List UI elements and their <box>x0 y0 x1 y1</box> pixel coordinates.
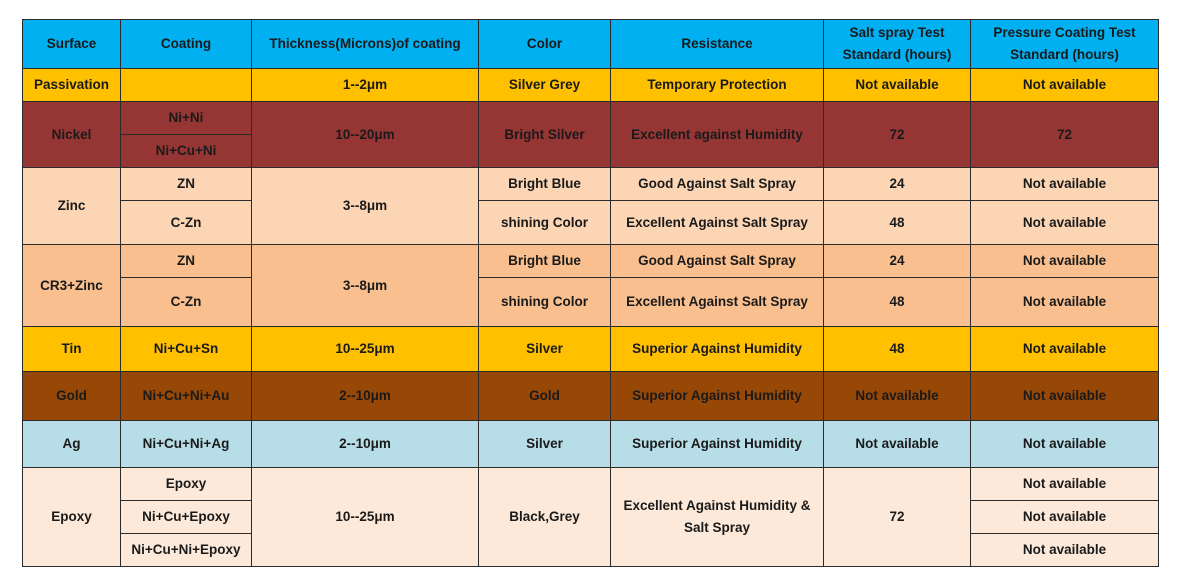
cell-coating: Ni+Ni <box>121 102 252 135</box>
cell-pressure: Not available <box>971 201 1159 245</box>
coating-spec-table-wrapper <box>22 19 1159 567</box>
cell-salt-spray: 72 <box>824 468 971 567</box>
cell-coating: Ni+Cu+Sn <box>121 327 252 372</box>
header-pressure <box>971 20 1159 69</box>
cell-thickness: 2--10μm <box>252 421 479 468</box>
cell-resistance: Superior Against Humidity <box>611 421 824 468</box>
cell-thickness: 10--25μm <box>252 327 479 372</box>
cell-pressure: Not available <box>971 534 1159 567</box>
cell-resistance: Excellent against Humidity <box>611 102 824 168</box>
cell-surface: Tin <box>23 327 121 372</box>
cell-thickness: 2--10μm <box>252 372 479 421</box>
cell-color: Bright Blue <box>479 245 611 278</box>
cell-coating: Ni+Cu+Ni+Epoxy <box>121 534 252 567</box>
cell-coating: Ni+Cu+Ni+Au <box>121 372 252 421</box>
table-row-gold <box>23 372 1159 421</box>
cell-surface: CR3+Zinc <box>23 245 121 327</box>
coating-spec-table <box>22 19 1159 567</box>
cell-surface: Epoxy <box>23 468 121 567</box>
cell-salt-spray: 24 <box>824 245 971 278</box>
cell-color: Gold <box>479 372 611 421</box>
cell-resistance: Excellent Against Salt Spray <box>611 278 824 327</box>
table-row-cr3-zinc-2 <box>23 278 1159 327</box>
cell-coating <box>121 69 252 102</box>
cell-salt-spray: 48 <box>824 201 971 245</box>
cell-thickness: 3--8μm <box>252 168 479 245</box>
table-row-nickel <box>23 102 1159 135</box>
cell-color: shining Color <box>479 201 611 245</box>
cell-pressure: Not available <box>971 168 1159 201</box>
cell-pressure: Not available <box>971 372 1159 421</box>
cell-pressure: Not available <box>971 245 1159 278</box>
cell-color: Black,Grey <box>479 468 611 567</box>
cell-color: Silver <box>479 421 611 468</box>
header-coating: Coating <box>121 20 252 69</box>
header-salt-spray-line2: Standard (hours) <box>842 47 952 62</box>
cell-salt-spray: 24 <box>824 168 971 201</box>
cell-thickness: 3--8μm <box>252 245 479 327</box>
header-color: Color <box>479 20 611 69</box>
cell-resistance-line2: Salt Spray <box>683 520 751 535</box>
header-pressure-line2: Standard (hours) <box>1010 47 1119 62</box>
cell-thickness: 1--2μm <box>252 69 479 102</box>
cell-salt-spray: Not available <box>824 372 971 421</box>
cell-pressure: Not available <box>971 468 1159 501</box>
header-surface: Surface <box>23 20 121 69</box>
cell-salt-spray: 48 <box>824 327 971 372</box>
cell-resistance: Temporary Protection <box>611 69 824 102</box>
header-salt-spray <box>824 20 971 69</box>
table-row-zinc-2 <box>23 201 1159 245</box>
cell-pressure: Not available <box>971 501 1159 534</box>
table-row-ag <box>23 421 1159 468</box>
cell-pressure: 72 <box>971 102 1159 168</box>
cell-resistance: Good Against Salt Spray <box>611 245 824 278</box>
cell-resistance: Superior Against Humidity <box>611 327 824 372</box>
header-pressure-line1: Pressure Coating Test <box>993 25 1136 40</box>
cell-coating: Ni+Cu+Ni <box>121 135 252 168</box>
cell-surface: Passivation <box>23 69 121 102</box>
cell-coating: Epoxy <box>121 468 252 501</box>
cell-color: Bright Silver <box>479 102 611 168</box>
cell-thickness: 10--25μm <box>252 468 479 567</box>
cell-color: Silver Grey <box>479 69 611 102</box>
cell-surface: Gold <box>23 372 121 421</box>
cell-salt-spray: 72 <box>824 102 971 168</box>
cell-pressure: Not available <box>971 69 1159 102</box>
table-row-epoxy <box>23 468 1159 501</box>
cell-surface: Nickel <box>23 102 121 168</box>
cell-thickness: 10--20μm <box>252 102 479 168</box>
cell-resistance: Excellent Against Salt Spray <box>611 201 824 245</box>
cell-pressure: Not available <box>971 278 1159 327</box>
cell-coating: ZN <box>121 245 252 278</box>
cell-coating: C-Zn <box>121 201 252 245</box>
cell-coating: C-Zn <box>121 278 252 327</box>
table-row-zinc <box>23 168 1159 201</box>
header-row <box>23 20 1159 69</box>
header-thickness: Thickness(Microns)of coating <box>252 20 479 69</box>
cell-color: Silver <box>479 327 611 372</box>
table-row-passivation <box>23 69 1159 102</box>
cell-salt-spray: Not available <box>824 421 971 468</box>
cell-coating: ZN <box>121 168 252 201</box>
cell-resistance-line1: Excellent Against Humidity & <box>623 498 811 513</box>
cell-surface: Zinc <box>23 168 121 245</box>
cell-salt-spray: 48 <box>824 278 971 327</box>
cell-resistance <box>611 468 824 567</box>
cell-surface: Ag <box>23 421 121 468</box>
table-row-tin <box>23 327 1159 372</box>
cell-color: Bright Blue <box>479 168 611 201</box>
cell-pressure: Not available <box>971 327 1159 372</box>
cell-color: shining Color <box>479 278 611 327</box>
cell-coating: Ni+Cu+Epoxy <box>121 501 252 534</box>
header-salt-spray-line1: Salt spray Test <box>849 25 945 40</box>
cell-resistance: Superior Against Humidity <box>611 372 824 421</box>
table-row-cr3-zinc <box>23 245 1159 278</box>
cell-pressure: Not available <box>971 421 1159 468</box>
header-resistance: Resistance <box>611 20 824 69</box>
cell-resistance: Good Against Salt Spray <box>611 168 824 201</box>
cell-coating: Ni+Cu+Ni+Ag <box>121 421 252 468</box>
cell-salt-spray: Not available <box>824 69 971 102</box>
